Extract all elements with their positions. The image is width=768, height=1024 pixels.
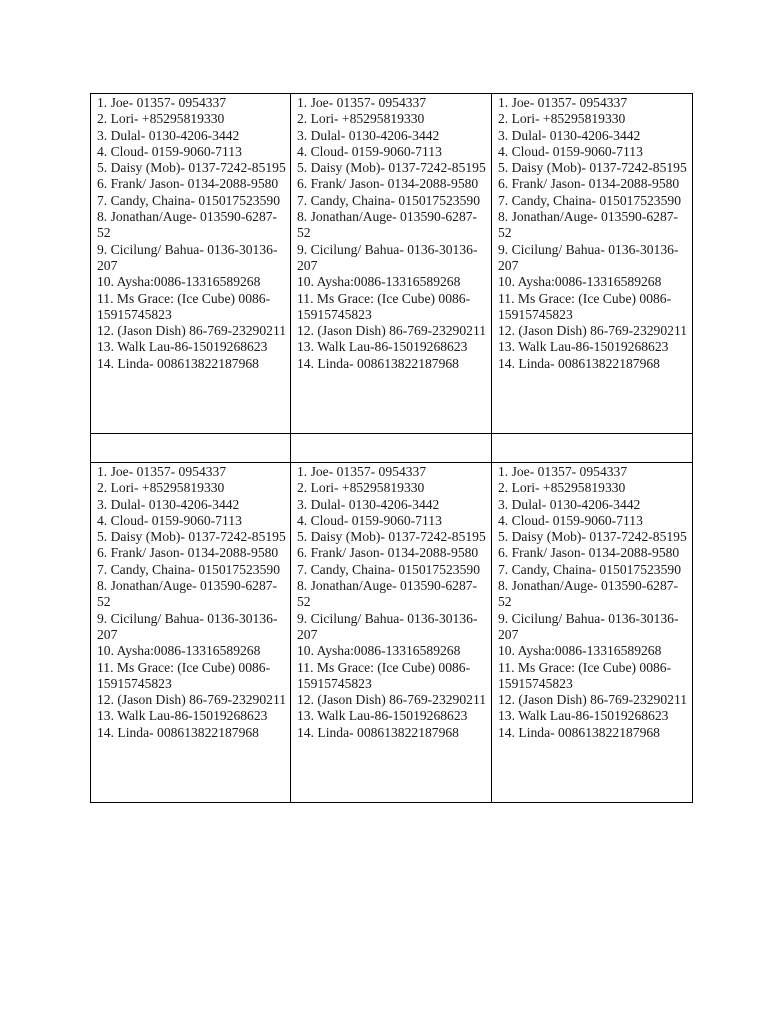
contact-entry: 8. Jonathan/Auge- 013590-6287-52 (297, 209, 478, 241)
contact-entry: 14. Linda- 008613822187968 (498, 724, 660, 740)
contact-entry: 5. Daisy (Mob)- 0137-7242-85195 (97, 160, 286, 176)
contact-entry: 2. Lori- +85295819330 (498, 480, 626, 496)
contact-entry: 13. Walk Lau-86-15019268623 (297, 339, 468, 355)
contact-entry: 9. Cicilung/ Bahua- 0136-30136-207 (498, 610, 679, 642)
contact-entry: 14. Linda- 008613822187968 (297, 355, 459, 371)
contact-entry: 2. Lori- +85295819330 (97, 111, 225, 127)
card-row-bottom (91, 463, 693, 803)
contact-card (291, 463, 492, 803)
contact-entry: 4. Cloud- 0159-9060-7113 (498, 143, 643, 159)
contact-entry: 5. Daisy (Mob)- 0137-7242-85195 (498, 529, 687, 545)
contact-card (91, 94, 291, 434)
contact-entry: 7. Candy, Chaina- 015017523590 (498, 561, 681, 577)
contact-entry: 4. Cloud- 0159-9060-7113 (498, 512, 643, 528)
contact-entry: 7. Candy, Chaina- 015017523590 (297, 561, 480, 577)
contact-entry: 8. Jonathan/Auge- 013590-6287-52 (97, 209, 278, 241)
contact-entry: 14. Linda- 008613822187968 (97, 724, 259, 740)
contact-entry: 1. Joe- 01357- 0954337 (97, 464, 227, 479)
contact-entry: 12. (Jason Dish) 86-769-23290211 (97, 323, 287, 339)
contact-entry: 11. Ms Grace: (Ice Cube) 0086-15915745823 (498, 290, 672, 322)
contact-entry: 14. Linda- 008613822187968 (97, 355, 259, 371)
contact-entry: 11. Ms Grace: (Ice Cube) 0086-15915745823 (498, 659, 672, 691)
contact-entry: 4. Cloud- 0159-9060-7113 (297, 512, 442, 528)
contact-entry: 8. Jonathan/Auge- 013590-6287-52 (97, 578, 278, 610)
contact-entry: 13. Walk Lau-86-15019268623 (297, 708, 468, 724)
contact-entry: 5. Daisy (Mob)- 0137-7242-85195 (297, 160, 486, 176)
contact-entry: 13. Walk Lau-86-15019268623 (97, 708, 268, 724)
contact-entry: 9. Cicilung/ Bahua- 0136-30136-207 (498, 241, 679, 273)
contact-card-table (90, 93, 693, 803)
contact-entry: 7. Candy, Chaina- 015017523590 (97, 561, 280, 577)
contact-entry: 10. Aysha:0086-13316589268 (97, 274, 261, 290)
contact-entry: 6. Frank/ Jason- 0134-2088-9580 (97, 545, 279, 561)
contact-entry: 12. (Jason Dish) 86-769-23290211 (97, 692, 287, 708)
contact-entry: 8. Jonathan/Auge- 013590-6287-52 (297, 578, 478, 610)
contact-entry: 9. Cicilung/ Bahua- 0136-30136-207 (97, 610, 278, 642)
contact-entry: 11. Ms Grace: (Ice Cube) 0086-15915745823 (297, 290, 471, 322)
contact-entry: 12. (Jason Dish) 86-769-23290211 (297, 323, 487, 339)
contact-entry: 3. Dulal- 0130-4206-3442 (97, 496, 240, 512)
contact-entry: 7. Candy, Chaina- 015017523590 (97, 192, 280, 208)
contact-entry: 6. Frank/ Jason- 0134-2088-9580 (297, 545, 479, 561)
contact-entry: 1. Joe- 01357- 0954337 (498, 464, 628, 479)
contact-card (492, 463, 693, 803)
contact-entry: 6. Frank/ Jason- 0134-2088-9580 (97, 176, 279, 192)
contact-entry: 3. Dulal- 0130-4206-3442 (498, 127, 641, 143)
contact-entry: 14. Linda- 008613822187968 (297, 724, 459, 740)
contact-entry: 10. Aysha:0086-13316589268 (97, 643, 261, 659)
contact-entry: 4. Cloud- 0159-9060-7113 (297, 143, 442, 159)
contact-entry: 3. Dulal- 0130-4206-3442 (297, 496, 440, 512)
card-row-top (91, 94, 693, 434)
contact-entry: 10. Aysha:0086-13316589268 (498, 643, 662, 659)
contact-entry: 12. (Jason Dish) 86-769-23290211 (297, 692, 487, 708)
contact-entry: 8. Jonathan/Auge- 013590-6287-52 (498, 209, 679, 241)
contact-entry: 7. Candy, Chaina- 015017523590 (498, 192, 681, 208)
contact-entry: 9. Cicilung/ Bahua- 0136-30136-207 (97, 241, 278, 273)
contact-entry: 3. Dulal- 0130-4206-3442 (97, 127, 240, 143)
contact-entry: 13. Walk Lau-86-15019268623 (498, 339, 669, 355)
contact-entry: 10. Aysha:0086-13316589268 (297, 274, 461, 290)
contact-entry: 6. Frank/ Jason- 0134-2088-9580 (498, 545, 680, 561)
contact-entry: 11. Ms Grace: (Ice Cube) 0086-15915745823 (97, 290, 271, 322)
empty-spacer-row (91, 434, 693, 463)
contact-entry: 9. Cicilung/ Bahua- 0136-30136-207 (297, 610, 478, 642)
empty-cell (291, 434, 492, 463)
contact-entry: 3. Dulal- 0130-4206-3442 (498, 496, 641, 512)
contact-entry: 11. Ms Grace: (Ice Cube) 0086-15915745823 (97, 659, 271, 691)
contact-entry: 10. Aysha:0086-13316589268 (498, 274, 662, 290)
contact-entry: 5. Daisy (Mob)- 0137-7242-85195 (297, 529, 486, 545)
contact-entry: 1. Joe- 01357- 0954337 (498, 95, 628, 110)
contact-entry: 4. Cloud- 0159-9060-7113 (97, 143, 242, 159)
empty-cell (91, 434, 291, 463)
contact-entry: 12. (Jason Dish) 86-769-23290211 (498, 692, 688, 708)
contact-entry: 10. Aysha:0086-13316589268 (297, 643, 461, 659)
contact-card (291, 94, 492, 434)
contact-entry: 1. Joe- 01357- 0954337 (297, 95, 427, 110)
contact-entry: 7. Candy, Chaina- 015017523590 (297, 192, 480, 208)
contact-entry: 3. Dulal- 0130-4206-3442 (297, 127, 440, 143)
contact-entry: 6. Frank/ Jason- 0134-2088-9580 (498, 176, 680, 192)
contact-entry: 2. Lori- +85295819330 (97, 480, 225, 496)
contact-entry: 1. Joe- 01357- 0954337 (297, 464, 427, 479)
contact-entry: 13. Walk Lau-86-15019268623 (97, 339, 268, 355)
contact-card (492, 94, 693, 434)
contact-entry: 4. Cloud- 0159-9060-7113 (97, 512, 242, 528)
contact-entry: 1. Joe- 01357- 0954337 (97, 95, 227, 110)
contact-card (91, 463, 291, 803)
contact-entry: 2. Lori- +85295819330 (297, 111, 425, 127)
contact-entry: 2. Lori- +85295819330 (297, 480, 425, 496)
contact-entry: 14. Linda- 008613822187968 (498, 355, 660, 371)
contact-entry: 8. Jonathan/Auge- 013590-6287-52 (498, 578, 679, 610)
contact-entry: 2. Lori- +85295819330 (498, 111, 626, 127)
empty-cell (492, 434, 693, 463)
contact-entry: 5. Daisy (Mob)- 0137-7242-85195 (498, 160, 687, 176)
contact-entry: 6. Frank/ Jason- 0134-2088-9580 (297, 176, 479, 192)
contact-entry: 13. Walk Lau-86-15019268623 (498, 708, 669, 724)
contact-entry: 9. Cicilung/ Bahua- 0136-30136-207 (297, 241, 478, 273)
contact-entry: 12. (Jason Dish) 86-769-23290211 (498, 323, 688, 339)
contact-entry: 11. Ms Grace: (Ice Cube) 0086-15915745823 (297, 659, 471, 691)
contact-entry: 5. Daisy (Mob)- 0137-7242-85195 (97, 529, 286, 545)
